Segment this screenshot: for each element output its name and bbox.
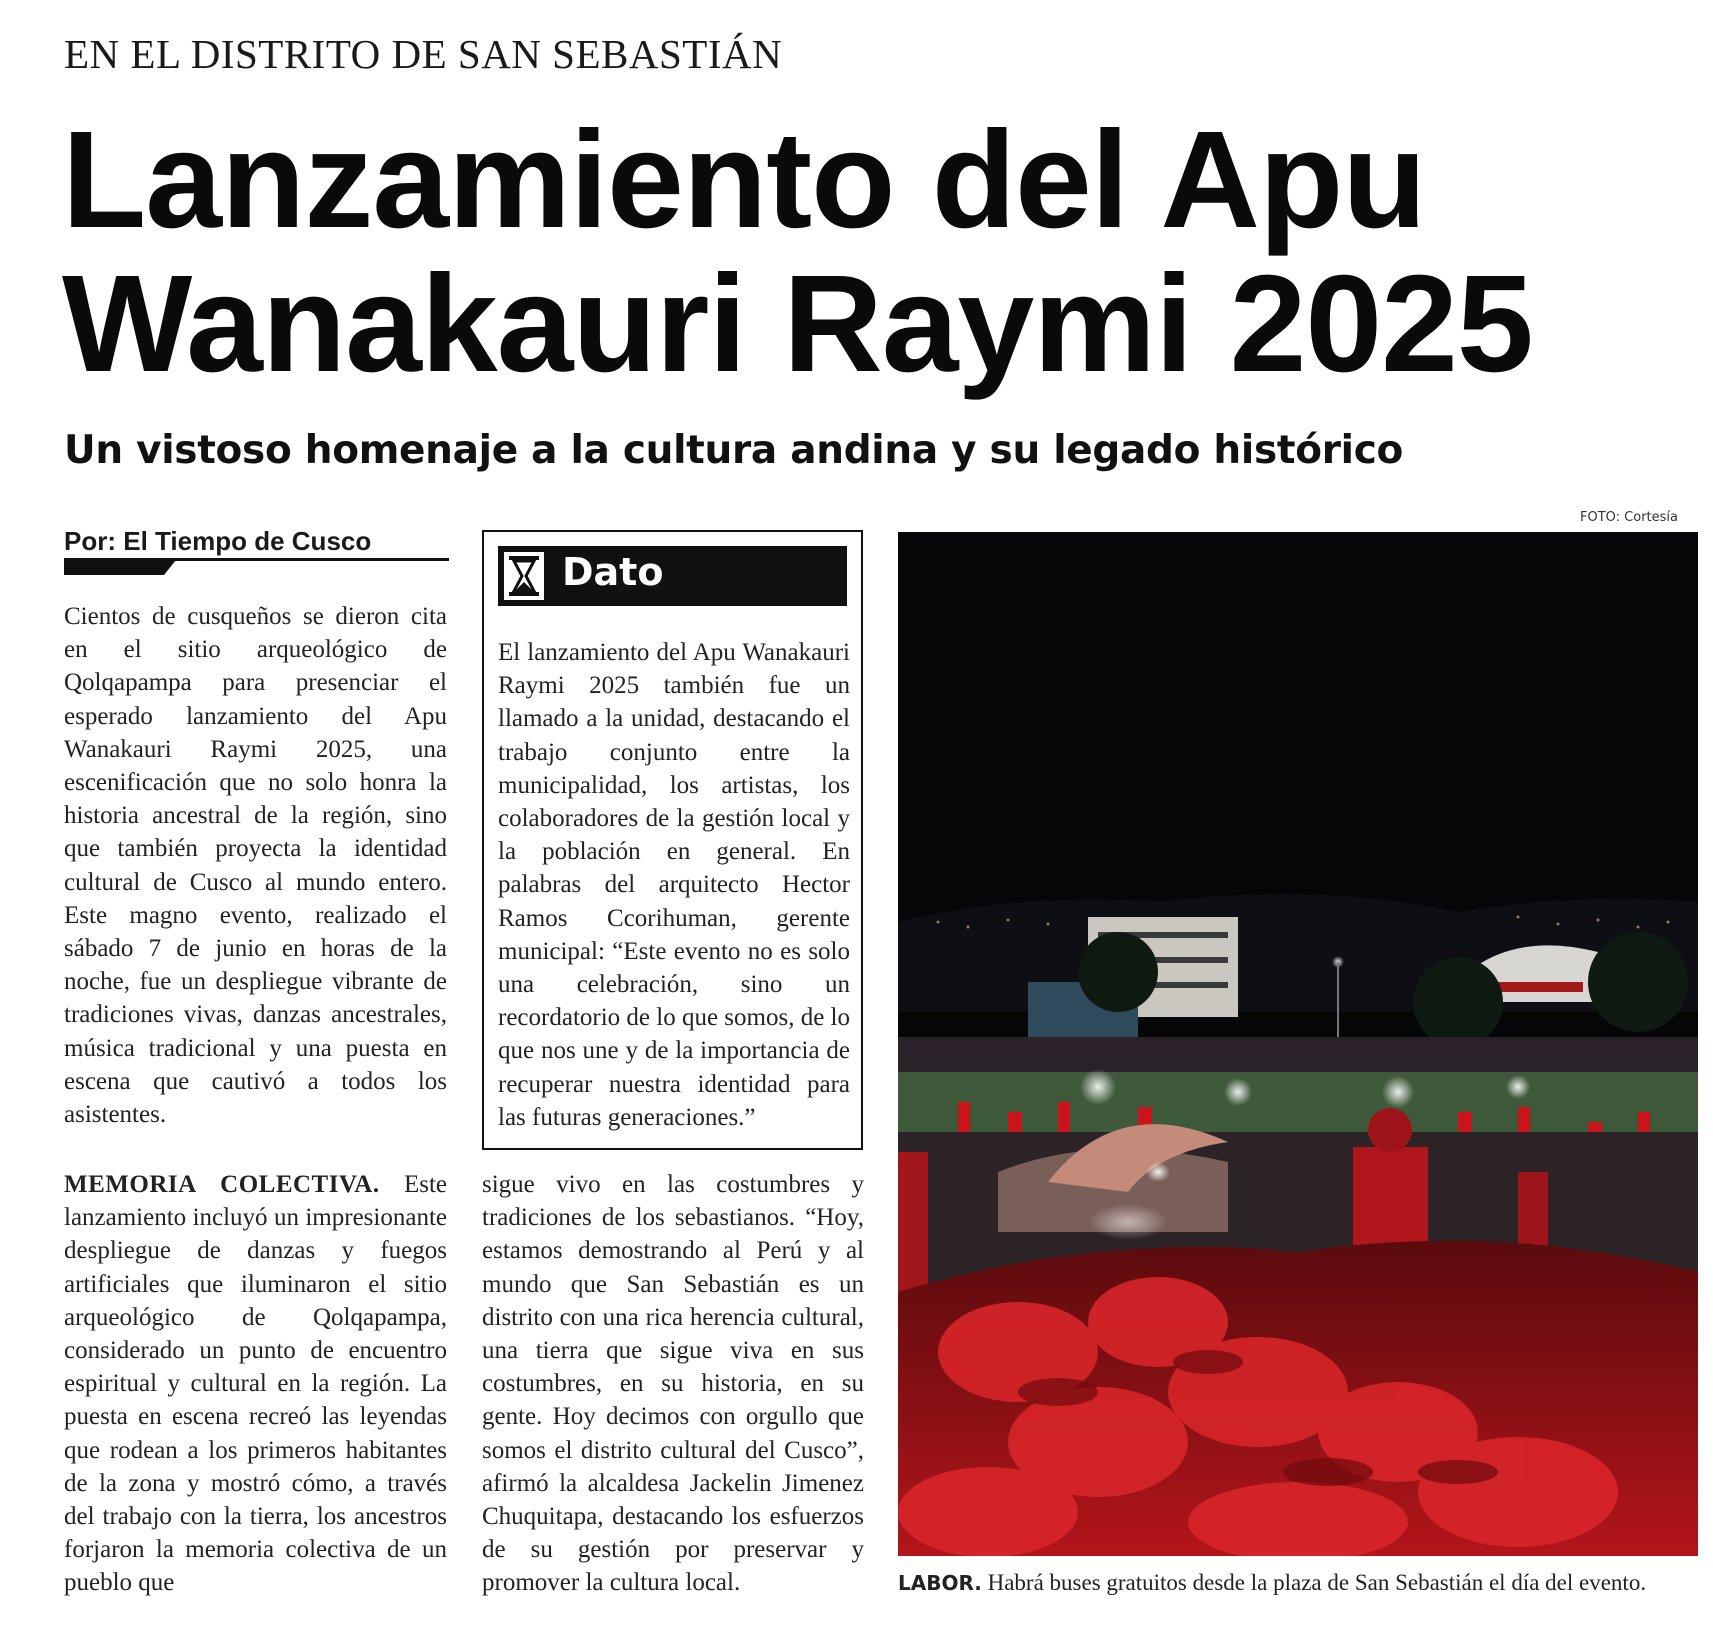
caption-label: LABOR. <box>898 1571 982 1595</box>
event-photo <box>898 532 1698 1556</box>
dato-paragraph: El lanzamiento del Apu Wanakauri Raymi 2025 también fue un llamado a la unidad, destacando el trabajo conjunto entre la municipalidad, los artistas, los colaboradores de la gestión local y la población en general. En palabras del arquitecto Hector Ramos Ccorihuman, gerente municipal: “Este evento no es solo una celebración, sino un recordatorio de lo que somos, de lo que nos une y de la importancia de recuperar nuestra identidad para las futuras generaciones.” <box>498 639 850 1131</box>
photo-credit: FOTO: Cortesía <box>1580 510 1678 525</box>
headline <box>62 103 1682 401</box>
hourglass-icon <box>504 552 544 600</box>
kicker: EN EL DISTRITO DE SAN SEBASTIÁN <box>64 31 783 77</box>
byline: Por: El Tiempo de Cusco <box>64 526 372 556</box>
article-column-1-bottom <box>64 1168 447 1600</box>
paragraph-3: sigue vivo en las costumbres y tradiciones de los sebastianos. “Hoy, estamos demostrando al Perú y al mundo que San Sebastián es un distrito con una rica herencia cultural, una tierra que sigue viva en sus costumbres, en su historia, en su gente. Hoy decimos con orgullo que somos el distrito cultural del Cusco”, afirmó la alcaldesa Jackelin Jimenez Chuquitapa, destacando los esfuerzos de su gestión por preservar y promover la cultura local. <box>482 1171 864 1597</box>
dato-title: Dato <box>562 550 664 594</box>
subheadline: Un vistoso homenaje a la cultura andina y su legado histórico <box>64 428 1404 473</box>
article-column-2-bottom <box>482 1168 864 1600</box>
headline-line-1: Lanzamiento del Apu <box>62 103 1426 257</box>
photo-caption <box>898 1570 1698 1596</box>
caption-text: Habrá buses gratuitos desde la plaza de San Sebastián el día del evento. <box>981 1570 1647 1595</box>
paragraph-2-text: Este lanzamiento incluyó un impresionante despliegue de danzas y fuegos artificiales que iluminaron el sitio arqueológico de Qolqapampa, considerado un punto de encuentro espiritual y cultural en la región. La puesta en escena recreó las leyendas que rodean a los primeros habitantes de la zona y mostró cómo, a través del trabajo con la tierra, los ancestros forjaron la memoria colectiva de un pueblo que <box>64 1171 448 1597</box>
article-column-1-top <box>64 600 447 1131</box>
paragraph-2 <box>64 1168 447 1600</box>
byline-tab-decoration <box>64 560 176 575</box>
dato-text <box>498 636 850 1134</box>
dato-header <box>498 546 847 606</box>
headline-line-2: Wanakauri Raymi 2025 <box>62 247 1533 401</box>
section-lead: MEMORIA COLECTIVA. <box>64 1171 380 1198</box>
paragraph-1: Cientos de cusqueños se dieron cita en el sitio arqueológico de Qolqapampa para presenciar el esperado lanzamiento del Apu Wanakauri Raymi 2025, una escenificación que no solo honra la historia ancestral de la región, sino que también proyecta la identidad cultural de Cusco al mundo entero. Este magno evento, realizado el sábado 7 de junio en horas de la noche, fue un despliegue vibrante de tradiciones vivas, danzas ancestrales, música tradicional y una puesta en escena que cautivó a todos los asistentes. <box>64 603 447 1129</box>
